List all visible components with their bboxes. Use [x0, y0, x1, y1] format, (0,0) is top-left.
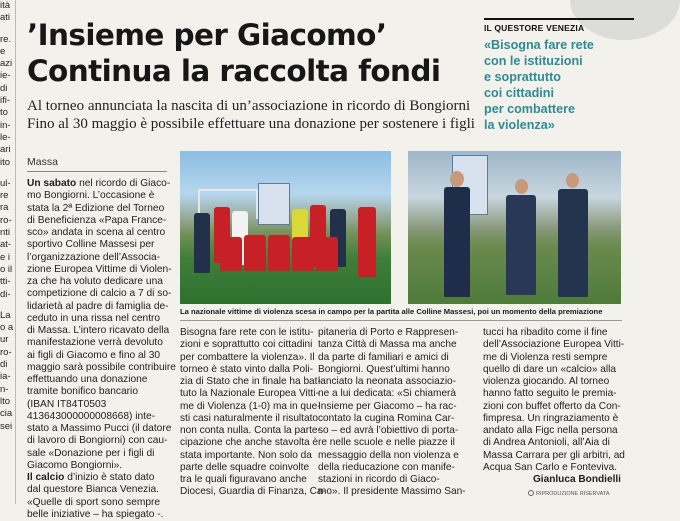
column-3-line: da parte di familiari e amici di — [318, 351, 449, 363]
column-3-line: re nelle scuole e nelle piazze il — [318, 437, 455, 449]
previous-column-line: ito — [0, 156, 11, 168]
column-3-line: contato la cugina Romina Car- — [318, 412, 455, 424]
player-kneeling — [220, 237, 242, 271]
column-2-line: stata importante. Non solo da — [180, 449, 312, 461]
previous-column-line: re — [0, 190, 9, 202]
column-2-line: zia di Stato che in finale ha bat- — [180, 376, 321, 387]
column-3-line: Insieme per Giacomo – ha rac- — [318, 400, 457, 412]
previous-column-line: e i — [0, 251, 11, 263]
column-2-line: torneo è stato vinto dalla Poli- — [180, 363, 313, 375]
pull-quote-line: con le istituzioni — [484, 54, 583, 69]
previous-column-line: at- — [0, 239, 12, 251]
column-2-line: tra le quali figuravano anche — [180, 474, 307, 485]
column-1-line: dal questore Bianca Venezia. — [27, 484, 159, 496]
column-1-line: effettuando una donazione — [27, 374, 148, 385]
column-3-line: mo». Il presidente Massimo San- — [318, 486, 466, 498]
previous-article-column — [0, 0, 16, 504]
column-4-line: di Andrea Antonioli, all’Aia di — [483, 437, 610, 449]
previous-column-line: di- — [0, 288, 11, 300]
previous-column-line — [0, 169, 15, 178]
previous-column-line: re. — [0, 33, 12, 45]
previous-column-line: ifi- — [0, 95, 11, 107]
copyright-footer — [528, 490, 610, 497]
column-2-line: Bisogna fare rete con le istitu- — [180, 327, 314, 338]
previous-column-line: tti- — [0, 276, 11, 288]
column-3-line: lanciato la neonata associazio- — [318, 376, 457, 387]
subhead-line-2: Fino al 30 maggio è possibile effettuare una donazione per sostenere i figli — [27, 115, 475, 132]
previous-column-line: ro- — [0, 214, 12, 226]
subheadline — [27, 98, 477, 133]
previous-column-line: La — [0, 309, 11, 321]
player-kneeling — [268, 235, 290, 271]
column-1-lead — [27, 178, 169, 190]
column-4-line: me di Violenza resti sempre — [483, 351, 608, 363]
column-4-line: andato alla Figc nella persona — [483, 425, 618, 436]
column-1-line: tramite bonifico bancario — [27, 386, 138, 398]
pull-quote-line: per combattere — [484, 102, 575, 117]
previous-column-line: lto — [0, 395, 11, 407]
copyright-text: RIPRODUZIONE RISERVATA — [536, 491, 610, 497]
column-1-line: competizione di calcio a 7 di so- — [27, 288, 172, 300]
previous-column-line: ari — [0, 144, 11, 156]
subhead-line-1: Al torneo annunciata la nascita di un’associazione in ricordo di Bongiorni — [27, 98, 471, 114]
column-3-line: so – ed avrà l’obiettivo di porta- — [318, 425, 459, 436]
column-1-line: sportivo Colline Massesi per — [27, 239, 155, 251]
column-4-line: dell’Associazione Europea Vitti- — [483, 339, 625, 351]
column-1-line: ceduto in una rissa nel centro — [27, 312, 161, 324]
pull-quote-rule — [484, 18, 634, 20]
person-suit — [558, 189, 588, 297]
article-column-3 — [318, 327, 468, 499]
player-kneeling — [244, 235, 266, 271]
dateline-rule — [27, 171, 167, 172]
player — [358, 207, 376, 277]
previous-column-line: o a — [0, 322, 14, 334]
previous-column-line: n- — [0, 383, 9, 395]
column-1-line: za che ha voluto dedicare una — [27, 276, 163, 287]
pull-quote-line: «Bisogna fare rete — [484, 38, 594, 52]
column-2-line: tuto la Nazionale Europea Vitti- — [180, 388, 319, 400]
column-1-line: sco» andata in scena al centro — [27, 227, 166, 238]
headline-line-2: Continua la raccolta fondi — [27, 54, 441, 88]
column-1-line: belle iniziative – ha spiegato -. — [27, 508, 164, 520]
previous-column-line: le- — [0, 131, 11, 143]
previous-column-line: di — [0, 82, 8, 94]
column-1-line: mo Bongiorni. L’occasione è — [27, 190, 155, 202]
column-3-line: Bongiorni. Quest’ultimi hanno — [318, 363, 450, 375]
previous-column-line: di — [0, 359, 8, 371]
copyright-circle-icon — [528, 490, 534, 496]
person-suit — [444, 187, 470, 297]
caption-rule — [180, 320, 622, 321]
previous-column-line: nti — [0, 227, 11, 239]
column-1-line: «Quelle di sport sono sempre — [27, 496, 161, 508]
article-column-1 — [27, 178, 176, 521]
person-head — [515, 179, 528, 194]
dateline: Massa — [27, 156, 58, 168]
column-2-line: Diocesi, Guardia di Finanza, Ca- — [180, 486, 326, 498]
column-1-line: sale «Donazione per i figli di — [27, 447, 155, 459]
previous-column-line — [0, 25, 15, 34]
column-1-line: manifestazione verrà devoluto — [27, 337, 163, 349]
previous-column-line — [0, 301, 15, 310]
previous-column-line: e — [0, 45, 6, 57]
column-3-line: ne a lui dedicata: «Si chiamerà — [318, 388, 457, 400]
article-column-4 — [483, 327, 625, 486]
column-1-line: maggio sarà possibile contribuire — [27, 361, 176, 373]
previous-column-line: o il — [0, 263, 13, 275]
previous-column-line: ati — [0, 12, 11, 24]
column-1-line: di Massa. L’intero ricavato della — [27, 325, 170, 336]
column-2-line: sti casi naturalmente il risultato — [180, 412, 319, 424]
lead-rest: nel ricordo di Giaco- — [76, 178, 171, 189]
column-3-line: messaggio della non violenza e — [318, 449, 459, 461]
column-2-line: cipazione che anche stavolta è — [180, 437, 319, 449]
column-1-line: di lavoro di Bongiorni) con cau- — [27, 435, 168, 447]
column-3-line: della rieducazione con manife- — [318, 461, 455, 473]
award-photo — [408, 151, 621, 304]
lead-bold: Un sabato — [27, 178, 77, 189]
article-column-2 — [180, 327, 326, 499]
previous-column-line: ul- — [0, 177, 11, 189]
column-1-line: zione Europea Vittime di Violen- — [27, 263, 172, 275]
pull-quote-line: coi cittadini — [484, 86, 554, 101]
column-3-line: pitaneria di Porto e Rappresen- — [318, 327, 459, 338]
kick-rest: d’inizio è stato dato — [64, 472, 155, 483]
byline: Gianluca Bondielli — [532, 474, 621, 485]
team-photo — [180, 151, 391, 304]
column-4-line: Acqua San Carlo e Fonteviva. — [483, 461, 618, 473]
headline — [27, 17, 467, 89]
previous-column-line: ie- — [0, 70, 11, 82]
column-1-line: stata la 2ª Edizione del Torneo — [27, 202, 165, 214]
previous-column-line: to — [0, 107, 8, 119]
previous-column-line: azi — [0, 58, 13, 70]
column-2-line: non conta nulla. Conta la parte- — [180, 425, 321, 436]
player-kneeling — [292, 237, 314, 271]
column-4-line: hanno fatto seguito le premia- — [483, 388, 617, 400]
player — [194, 213, 210, 273]
previous-column-line: ro- — [0, 346, 12, 358]
column-1-line: Giacomo Bongiorni». — [27, 459, 123, 471]
column-1-line: ai figli di Giacomo e fino al 30 — [27, 349, 161, 361]
previous-column-line: ur — [0, 334, 9, 346]
pull-quote-line: e soprattutto — [484, 70, 561, 85]
column-3-line: stazioni in ricordo di Giaco- — [318, 474, 440, 485]
kick-bold: Il calcio — [27, 472, 65, 483]
pull-quote-line: la violenza» — [484, 118, 555, 133]
previous-column-line: ia- — [0, 371, 11, 383]
event-banner — [258, 183, 290, 225]
column-3-line: tanza Città di Massa ma anche — [318, 339, 457, 351]
previous-column-line: ra — [0, 202, 9, 214]
column-2-line: me di Violenza (1-0) ma in que- — [180, 400, 321, 412]
column-4-line: violenza giocando. Al torneo — [483, 376, 610, 387]
column-2-line: parte delle squadre coinvolte — [180, 461, 310, 473]
pull-quote-box — [484, 18, 634, 134]
column-4-line: fimpresa. Un ringraziamento è — [483, 412, 619, 424]
column-4-line: quello di dare un «calcio» alla — [483, 363, 616, 375]
column-1-line: l’organizzazione dell’Associa- — [27, 251, 161, 263]
column-1-kick — [27, 472, 169, 484]
player-kneeling — [316, 237, 338, 271]
previous-column-line: in- — [0, 119, 11, 131]
pull-quote-text — [484, 37, 634, 134]
headline-line-1: ’Insieme per Giacomo’ — [27, 18, 387, 52]
pull-quote-kicker: IL QUESTORE VENEZIA — [484, 23, 585, 33]
column-4-line: tucci ha ribadito come il fine — [483, 327, 608, 338]
column-4-line: zioni con buffet offerto da Con- — [483, 400, 621, 412]
previous-column-line: ità — [0, 0, 11, 11]
column-2-line: per combattere la violenza». Il — [180, 351, 315, 363]
column-1-line: di Beneficienza «Papa France- — [27, 214, 167, 226]
photo-caption: La nazionale vittime di violenza scesa in campo per la partita alle Colline Massesi, poi un momento della premiazione — [180, 307, 603, 316]
column-1-line: 413643000000008668) inte- — [27, 410, 156, 422]
previous-column-line: sei — [0, 420, 13, 432]
column-1-line: lidarietà al padre di famiglia de- — [27, 300, 169, 312]
previous-column-line: cia — [0, 408, 13, 420]
column-4-line: Massa Carrara per gli arbitri, ad — [483, 449, 625, 461]
person-head — [566, 173, 579, 188]
column-2-line: zioni e soprattutto coi cittadini — [180, 339, 313, 351]
person-head — [450, 171, 464, 187]
person-suit — [506, 195, 536, 295]
column-1-line: (IBAN IT84T0503 — [27, 398, 107, 410]
column-1-line: stato a Massimo Pucci (il datore — [27, 423, 172, 434]
